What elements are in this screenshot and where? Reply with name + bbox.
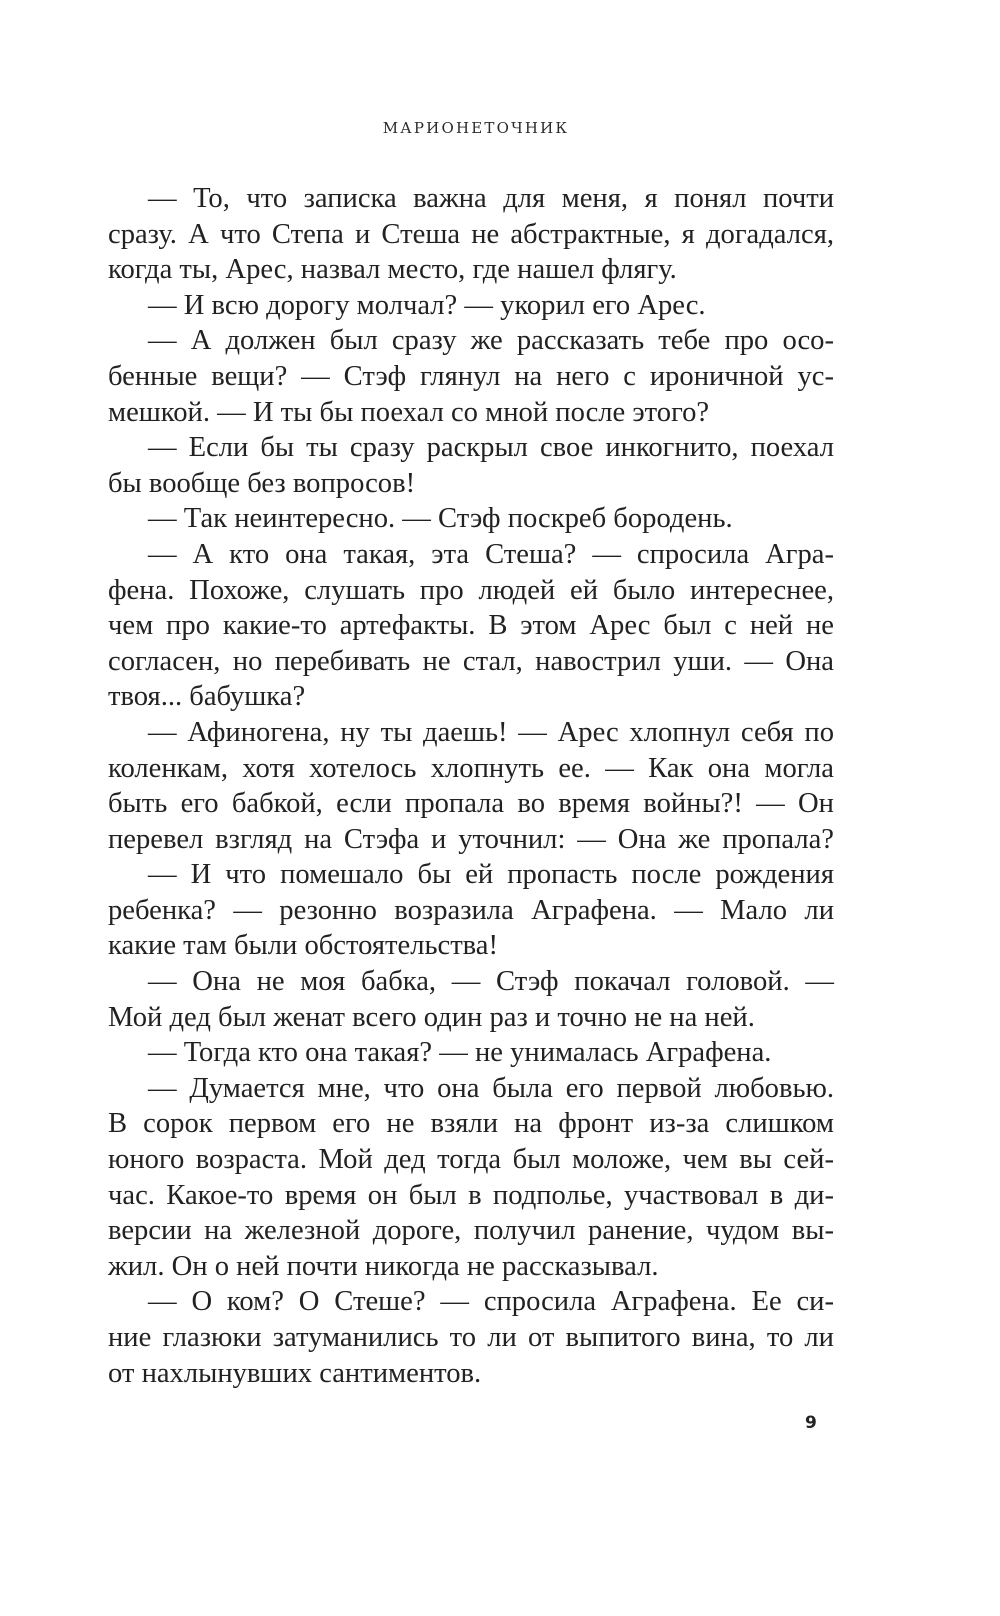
text-line: — Думается мне, что она была его первой любовью. bbox=[148, 1072, 834, 1104]
text-line: перевел взгляд на Стэфа и уточнил: — Она же пропала? bbox=[108, 823, 834, 855]
text-line: — Тогда кто она такая? — не унималась Аграфена. bbox=[148, 1037, 772, 1069]
text-line: — А кто она такая, эта Стеша? — спросила Агра- bbox=[148, 538, 834, 570]
text-line: — Если бы ты сразу раскрыл свое инкогнито, поехал bbox=[148, 432, 834, 464]
text-line: мешкой. — И ты бы поехал со мной после этого? bbox=[108, 396, 710, 428]
text-line: фена. Похоже, слушать про людей ей было интереснее, bbox=[108, 574, 834, 606]
text-line: от нахлынувших сантиментов. bbox=[108, 1357, 482, 1389]
text-line: версии на железной дороге, получил ранение, чудом вы- bbox=[108, 1215, 834, 1247]
text-line: — Афиногена, ну ты даешь! — Арес хлопнул себя по bbox=[148, 716, 834, 748]
page-number: 9 bbox=[805, 1413, 817, 1433]
text-line: юного возраста. Мой дед тогда был моложе, чем вы сей- bbox=[108, 1144, 834, 1176]
text-line: — Так неинтересно. — Стэф поскреб бородень. bbox=[148, 503, 733, 535]
text-line: жил. Он о ней почти никогда не рассказывал. bbox=[108, 1250, 659, 1282]
text-line: — То, что записка важна для меня, я понял почти bbox=[148, 183, 834, 214]
body-text bbox=[108, 181, 834, 1391]
text-line: ние глазюки затуманились то ли от выпитого вина, то ли bbox=[108, 1322, 834, 1353]
text-line: бенные вещи? — Стэф глянул на него с ироничной ус- bbox=[108, 360, 834, 392]
text-line: — О ком? О Стеше? — спросила Аграфена. Ее си- bbox=[148, 1286, 834, 1318]
text-line: согласен, но перебивать не стал, навострил уши. — Она bbox=[108, 645, 834, 677]
text-line: В сорок первом его не взяли на фронт из-за слишком bbox=[108, 1108, 834, 1140]
running-head: МАРИОНЕТОЧНИК bbox=[382, 119, 570, 137]
text-line: быть его бабкой, если пропала во время войны?! — Он bbox=[108, 788, 834, 820]
text-line: твоя... бабушка? bbox=[108, 681, 306, 713]
text-line: ребенка? — резонно возразила Аграфена. — Мало ли bbox=[108, 894, 834, 926]
text-line: какие там были обстоятельства! bbox=[108, 930, 499, 962]
text-line: когда ты, Арес, назвал место, где нашел флягу. bbox=[108, 254, 677, 286]
text-line: коленкам, хотя хотелось хлопнуть ее. — Как она могла bbox=[108, 752, 834, 784]
text-line: — Она не моя бабка, — Стэф покачал головой. — bbox=[148, 966, 834, 998]
text-line: — А должен был сразу же рассказать тебе про осо- bbox=[148, 325, 834, 357]
text-line: чем про какие-то артефакты. В этом Арес был с ней не bbox=[108, 610, 834, 642]
text-line: — И всю дорогу молчал? — укорил его Арес. bbox=[148, 289, 706, 321]
text-line: Мой дед был женат всего один раз и точно не на ней. bbox=[108, 1001, 755, 1033]
text-line: бы вообще без вопросов! bbox=[108, 467, 416, 499]
text-line: час. Какое-то время он был в подполье, участвовал в ди- bbox=[108, 1179, 834, 1211]
text-line: сразу. А что Степа и Стеша не абстрактные, я догадался, bbox=[108, 218, 834, 250]
text-line: — И что помешало бы ей пропасть после рождения bbox=[148, 859, 834, 891]
